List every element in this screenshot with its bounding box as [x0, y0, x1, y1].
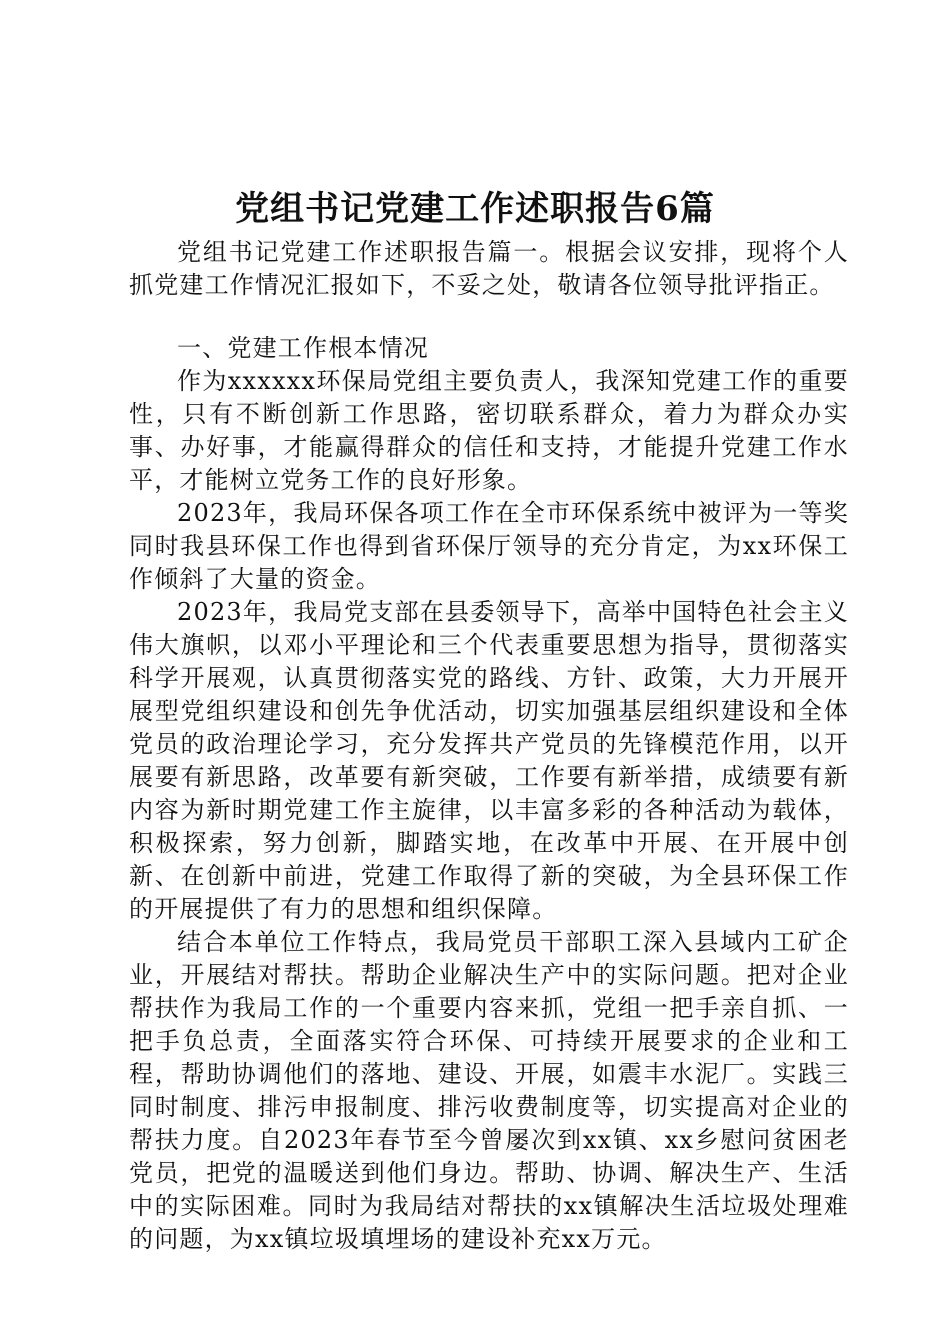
- paragraph: 2023年，我局党支部在县委领导下，高举中国特色社会主义伟大旗帜，以邓小平理论和三个代表重要思想为指导，贯彻落实科学开展观，认真贯彻落实党的路线、方针、政策，大力开展开展型党组织建设和创先争优活动，切实加强基层组织建设和全体党员的政治理论学习，充分发挥共产党员的先锋模范作用，以开展要有新思路，改革要有新突破，工作要有新举措，成绩要有新内容为新时期党建工作主旋律，以丰富多彩的各种活动为载体，积极探索，努力创新，脚踏实地，在改革中开展、在开展中创新、在创新中前进，党建工作取得了新的突破，为全县环保工作的开展提供了有力的思想和组织保障。: [129, 598, 849, 923]
- document-title: 党组书记党建工作述职报告6篇: [235, 189, 715, 229]
- document-body: [129, 236, 849, 1256]
- section-heading: 一、党建工作根本情况: [177, 334, 429, 362]
- paragraph-gap: [129, 302, 849, 332]
- paragraph: 作为xxxxxx环保局党组主要负责人，我深知党建工作的重要性，只有不断创新工作思路，密切联系群众，着力为群众办实事、办好事，才能赢得群众的信任和支持，才能提升党建工作水平，才能树立党务工作的良好形象。: [129, 367, 849, 494]
- paragraph: 结合本单位工作特点，我局党员干部职工深入县域内工矿企业，开展结对帮扶。帮助企业解决生产中的实际问题。把对企业帮扶作为我局工作的一个重要内容来抓，党组一把手亲自抓、一把手负总责，全面落实符合环保、可持续开展要求的企业和工程，帮助协调他们的落地、建设、开展，如震丰水泥厂。实践三同时制度、排污申报制度、排污收费制度等，切实提高对企业的帮扶力度。自2023年春节至今曾屡次到xx镇、xx乡慰问贫困老党员，把党的温暖送到他们身边。帮助、协调、解决生产、生活中的实际困难。同时为我局结对帮扶的xx镇解决生活垃圾处理难的问题，为xx镇垃圾填埋场的建设补充xx万元。: [129, 928, 849, 1253]
- paragraph-intro: 党组书记党建工作述职报告篇一。根据会议安排，现将个人抓党建工作情况汇报如下，不妥之处，敬请各位领导批评指正。: [129, 238, 849, 299]
- paragraph: 2023年，我局环保各项工作在全市环保系统中被评为一等奖同时我县环保工作也得到省环保厅领导的充分肯定，为xx环保工作倾斜了大量的资金。: [129, 499, 849, 593]
